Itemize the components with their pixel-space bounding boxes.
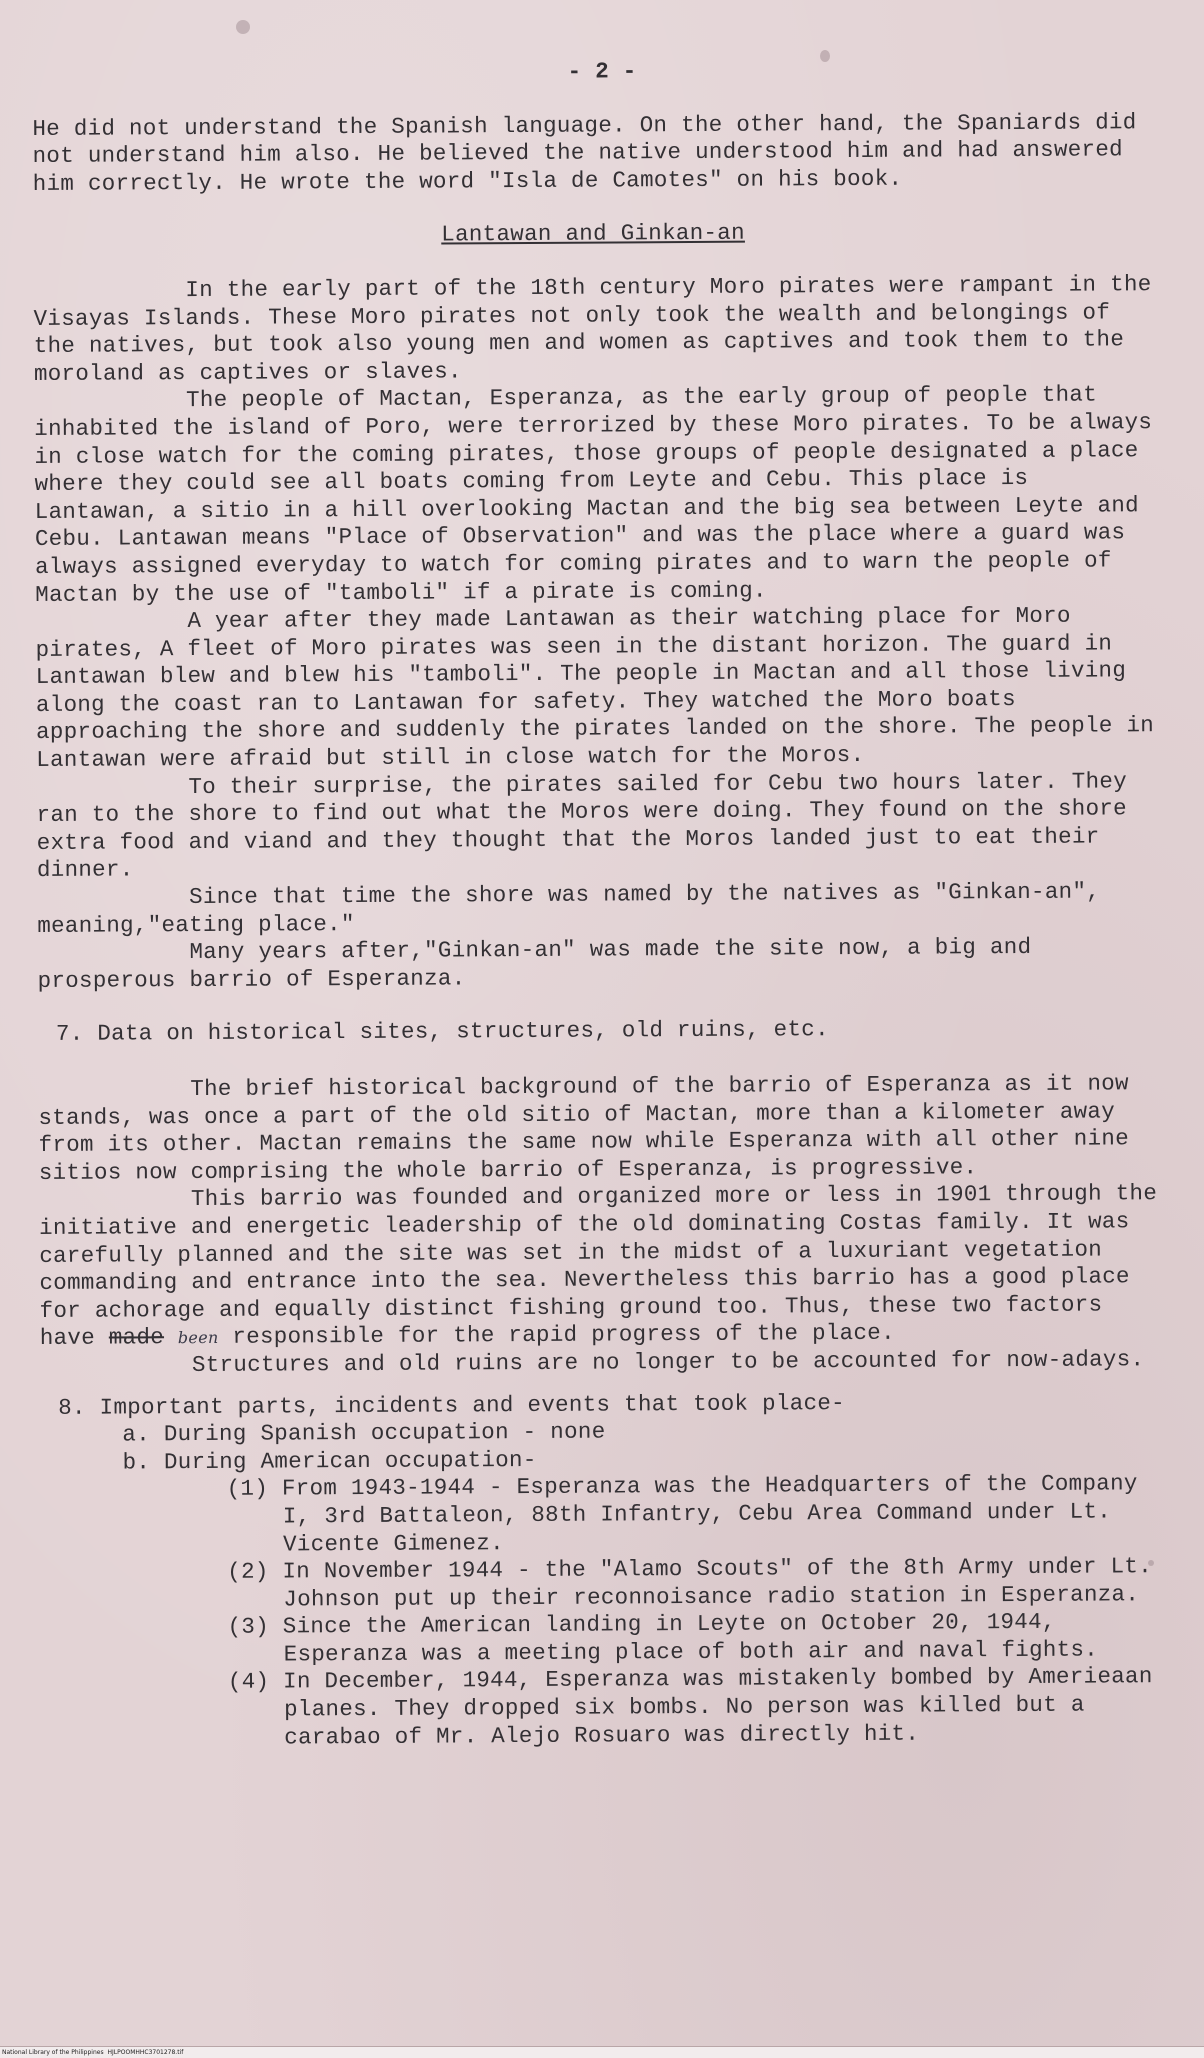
intro-paragraph: He did not understand the Spanish language. On the other hand, the Spaniards did not understand him also. He believed the native understood him and had answered him correctly. He wrote the word "Isla de Camotes" on his book. xyxy=(32,108,1137,197)
paragraph: Many years after,"Ginkan-an" was made the site now, a big and prosperous barrio of Esperanza. xyxy=(37,934,1032,994)
text-run: This barrio was founded and organized more or less in 1901 through the initiative and energetic leadership of the old dominating Costas family. It was carefully planned and the site was set in the midst of a luxuriant vegetation commanding and entrance into the sea. Nevertheless this barrio has a good place for achorage and equally distinct fishing ground too. Thus, these two factors have xyxy=(39,1180,1158,1352)
section-heading-8: 8. Important parts, incidents and events that took place- xyxy=(58,1389,846,1421)
list-item: (3) Since the American landing in Leyte on October 20, 1944, Esperanza was a meeting place of both air and naval fights. xyxy=(227,1609,1099,1668)
page-number: - 2 - xyxy=(567,58,637,85)
section-8 xyxy=(58,1388,1162,1753)
paper-stain xyxy=(236,20,250,34)
struck-word: made xyxy=(108,1324,165,1351)
paragraph: A year after they made Lantawan as their watching place for Moro pirates, A fleet of Moro pirates was seen in the distant horizon. The guard in Lantawan blew and blew his "tamboli". The people in Mactan and all those living along the coast ran to Lantawan for safety. They watched the Moro boats approaching the shore and suddenly the pirates landed on the shore. The people in Lantawan were afraid but still in close watch for the Moros. xyxy=(35,602,1155,774)
footer-institution: National Library of the Philippines xyxy=(2,2049,104,2056)
paragraph: In the early part of the 18th century Moro pirates were rampant in the Visayas Islands. These Moro pirates not only took the wealth and belongings of the natives, but took also young men and women as captives and took them to the moroland as captives or slaves. xyxy=(33,271,1152,387)
paragraph-with-correction xyxy=(39,1181,1160,1353)
scan-footer xyxy=(0,2047,1204,2058)
paragraph: The people of Mactan, Esperanza, as the early group of people that inhabited the island of Poro, were terrorized by these Moro pirates. To be always in close watch for the coming pirates, those groups of people designated a place where they could see all boats coming from Leyte and Cebu. This place is Lantawan, a sitio in a hill overlooking Mactan and the big sea between Leyte and Cebu. Lantawan means "Place of Observation" and was the place where a guard was always assigned everyday to watch for coming pirates and to warn the people of Mactan by the use of "tamboli" if a pirate is coming. xyxy=(34,381,1153,608)
list-item: (1) From 1943-1944 - Esperanza was the Headquarters of the Company I, 3rd Battaleon, 88th Infantry, Cebu Area Command under Lt. Vicente Gimenez. xyxy=(226,1470,1138,1557)
section-heading-7: 7. Data on historical sites, structures, old ruins, etc. xyxy=(55,1016,829,1048)
page-content xyxy=(32,55,1162,1753)
paragraph: To their surprise, the pirates sailed for Cebu two hours later. They ran to the shore to find out what the Moros were doing. They found on the shore extra food and viand and they thought that the Moros landed just to eat their dinner. xyxy=(36,767,1128,884)
paragraph: The brief historical background of the barrio of Esperanza as it now stands, was once a part of the old sitio of Mactan, more than a kilometer away from its other. Mactan remains the same now while Esperanza with all other nine sitios now comprising the whole barrio of Esperanza, is progressive. xyxy=(38,1070,1130,1186)
section-heading-lantawan: Lantawan and Ginkan-an xyxy=(441,220,745,248)
list-item: (2) In November 1944 - the "Alamo Scouts" of the 8th Army under Lt. Johnson put up their reconnoisance radio station in Esperanza. xyxy=(227,1553,1153,1613)
paragraph: Since that time the shore was named by the natives as "Ginkan-an", meaning,"eating place." xyxy=(37,878,1101,939)
list-item: a. During Spanish occupation - none xyxy=(122,1418,606,1448)
paragraph: Structures and old ruins are no longer to be accounted for now-adays. xyxy=(191,1346,1145,1378)
list-item: (4) In December, 1944, Esperanza was mistakenly bombed by Amerieaan planes. They dropped six bombs. No person was killed but a carabao of Mr. Alejo Rosuaro was directly hit. xyxy=(227,1663,1153,1751)
list-item: b. During American occupation- xyxy=(122,1446,537,1476)
footer-file: HJLPOOMHHC3701278.tif xyxy=(107,2049,184,2056)
handwritten-correction: been xyxy=(177,1328,219,1348)
text-run: responsible for the rapid progress of the place. xyxy=(232,1320,895,1351)
